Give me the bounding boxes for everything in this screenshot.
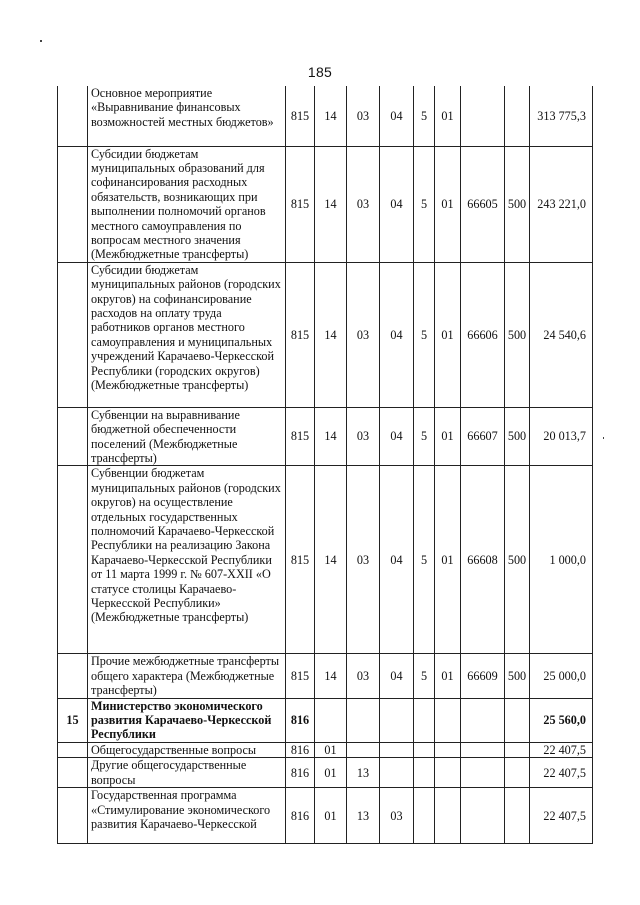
table-row — [58, 654, 593, 698]
code-direction: 66609 — [461, 654, 505, 698]
code-direction: 66606 — [461, 262, 505, 407]
code-grbs: 815 — [286, 407, 315, 466]
item-name: Субсидии бюджетам муниципальных образований для софинансирования расходных обязательств, возникающих при выполнении полномочий органов местного самоуправления по вопросам местного значения (Межбюджетные трансферты) — [88, 146, 286, 262]
code-subsection: 03 — [347, 262, 380, 407]
row-number — [58, 788, 88, 844]
table-row — [58, 407, 593, 466]
code-section: 01 — [315, 788, 347, 844]
table-row — [58, 742, 593, 757]
code-measure: 01 — [435, 86, 461, 146]
code-grbs: 815 — [286, 146, 315, 262]
code-subprogram — [414, 742, 435, 757]
amount-cell: 22 407,5 — [530, 742, 593, 757]
amount-cell: 313 775,3 — [530, 86, 593, 146]
table-row — [58, 262, 593, 407]
code-subprogram: 5 — [414, 654, 435, 698]
code-grbs: 816 — [286, 742, 315, 757]
code-subsection: 13 — [347, 758, 380, 788]
row-number — [58, 742, 88, 757]
code-grbs: 816 — [286, 698, 315, 742]
code-program: 04 — [380, 86, 414, 146]
code-measure — [435, 698, 461, 742]
code-subsection: 03 — [347, 407, 380, 466]
code-subprogram: 5 — [414, 407, 435, 466]
code-grbs: 815 — [286, 466, 315, 654]
table-row — [58, 86, 593, 146]
code-subprogram: 5 — [414, 86, 435, 146]
budget-table — [57, 86, 593, 844]
code-program — [380, 758, 414, 788]
item-name: Основное мероприятие «Выравнивание финансовых возможностей местных бюджетов» — [88, 86, 286, 146]
scan-mark — [603, 437, 604, 439]
code-direction — [461, 698, 505, 742]
code-expense-type — [505, 698, 530, 742]
code-measure: 01 — [435, 466, 461, 654]
item-name: Государственная программа «Стимулирование экономического развития Карачаево-Черкесской — [88, 788, 286, 844]
code-direction: 66607 — [461, 407, 505, 466]
code-measure — [435, 742, 461, 757]
amount-cell: 24 540,6 — [530, 262, 593, 407]
code-grbs: 815 — [286, 654, 315, 698]
code-program: 04 — [380, 466, 414, 654]
table-body — [58, 86, 593, 844]
code-section: 01 — [315, 742, 347, 757]
row-number: 15 — [58, 698, 88, 742]
row-number — [58, 407, 88, 466]
code-section: 14 — [315, 146, 347, 262]
code-subsection: 03 — [347, 146, 380, 262]
item-name: Министерство экономического развития Карачаево-Черкесской Республики — [88, 698, 286, 742]
code-subprogram — [414, 788, 435, 844]
code-program: 04 — [380, 262, 414, 407]
table-row — [58, 146, 593, 262]
code-direction — [461, 86, 505, 146]
code-subsection — [347, 742, 380, 757]
code-expense-type: 500 — [505, 407, 530, 466]
amount-cell: 1 000,0 — [530, 466, 593, 654]
code-direction — [461, 788, 505, 844]
code-direction: 66608 — [461, 466, 505, 654]
row-number — [58, 86, 88, 146]
code-expense-type — [505, 758, 530, 788]
item-name: Другие общегосударственные вопросы — [88, 758, 286, 788]
code-direction: 66605 — [461, 146, 505, 262]
code-program: 04 — [380, 407, 414, 466]
code-expense-type — [505, 86, 530, 146]
code-measure: 01 — [435, 146, 461, 262]
code-subsection — [347, 698, 380, 742]
code-section: 14 — [315, 407, 347, 466]
row-number — [58, 262, 88, 407]
table-row — [58, 698, 593, 742]
item-name: Субвенции бюджетам муниципальных районов (городских округов) на осуществление отдельных государственных полномочий Карачаево-Черкесской Республики на реализацию Закона Карачаево-Черкесской Республики от 11 марта 1999 г. № 607-XXII «О статусе столицы Карачаево-Черкесской Республики» (Межбюджетные трансферты) — [88, 466, 286, 654]
page-number: 185 — [307, 64, 333, 80]
row-number — [58, 466, 88, 654]
row-number — [58, 758, 88, 788]
code-subprogram: 5 — [414, 146, 435, 262]
table-row — [58, 758, 593, 788]
code-section — [315, 698, 347, 742]
code-subprogram — [414, 758, 435, 788]
amount-cell: 243 221,0 — [530, 146, 593, 262]
code-expense-type — [505, 742, 530, 757]
code-expense-type: 500 — [505, 466, 530, 654]
code-section: 14 — [315, 466, 347, 654]
code-expense-type — [505, 788, 530, 844]
code-section: 14 — [315, 86, 347, 146]
code-subprogram — [414, 698, 435, 742]
code-section: 01 — [315, 758, 347, 788]
code-subprogram: 5 — [414, 262, 435, 407]
scan-mark — [40, 40, 42, 42]
code-program: 04 — [380, 654, 414, 698]
code-section: 14 — [315, 262, 347, 407]
code-measure: 01 — [435, 262, 461, 407]
code-program — [380, 698, 414, 742]
code-grbs: 816 — [286, 788, 315, 844]
code-measure: 01 — [435, 407, 461, 466]
code-subsection: 03 — [347, 86, 380, 146]
code-subsection: 03 — [347, 466, 380, 654]
code-expense-type: 500 — [505, 262, 530, 407]
amount-cell: 20 013,7 — [530, 407, 593, 466]
code-grbs: 815 — [286, 262, 315, 407]
amount-cell: 25 560,0 — [530, 698, 593, 742]
code-grbs: 816 — [286, 758, 315, 788]
code-program — [380, 742, 414, 757]
amount-cell: 22 407,5 — [530, 758, 593, 788]
code-subprogram: 5 — [414, 466, 435, 654]
code-grbs: 815 — [286, 86, 315, 146]
code-direction — [461, 742, 505, 757]
code-program: 03 — [380, 788, 414, 844]
item-name: Субсидии бюджетам муниципальных районов (городских округов) на софинансирование расходов на оплату труда работников органов местного самоуправления и муниципальных учреждений Карачаево-Черкесской Республики (городских округов) (Межбюджетные трансферты) — [88, 262, 286, 407]
code-program: 04 — [380, 146, 414, 262]
code-direction — [461, 758, 505, 788]
code-expense-type: 500 — [505, 654, 530, 698]
table-row — [58, 466, 593, 654]
code-subsection: 03 — [347, 654, 380, 698]
table-row — [58, 788, 593, 844]
code-measure — [435, 788, 461, 844]
code-expense-type: 500 — [505, 146, 530, 262]
code-measure: 01 — [435, 654, 461, 698]
code-subsection: 13 — [347, 788, 380, 844]
item-name: Субвенции на выравнивание бюджетной обеспеченности поселений (Межбюджетные трансферты) — [88, 407, 286, 466]
code-measure — [435, 758, 461, 788]
item-name: Прочие межбюджетные трансферты общего характера (Межбюджетные трансферты) — [88, 654, 286, 698]
amount-cell: 25 000,0 — [530, 654, 593, 698]
amount-cell: 22 407,5 — [530, 788, 593, 844]
code-section: 14 — [315, 654, 347, 698]
row-number — [58, 654, 88, 698]
item-name: Общегосударственные вопросы — [88, 742, 286, 757]
row-number — [58, 146, 88, 262]
